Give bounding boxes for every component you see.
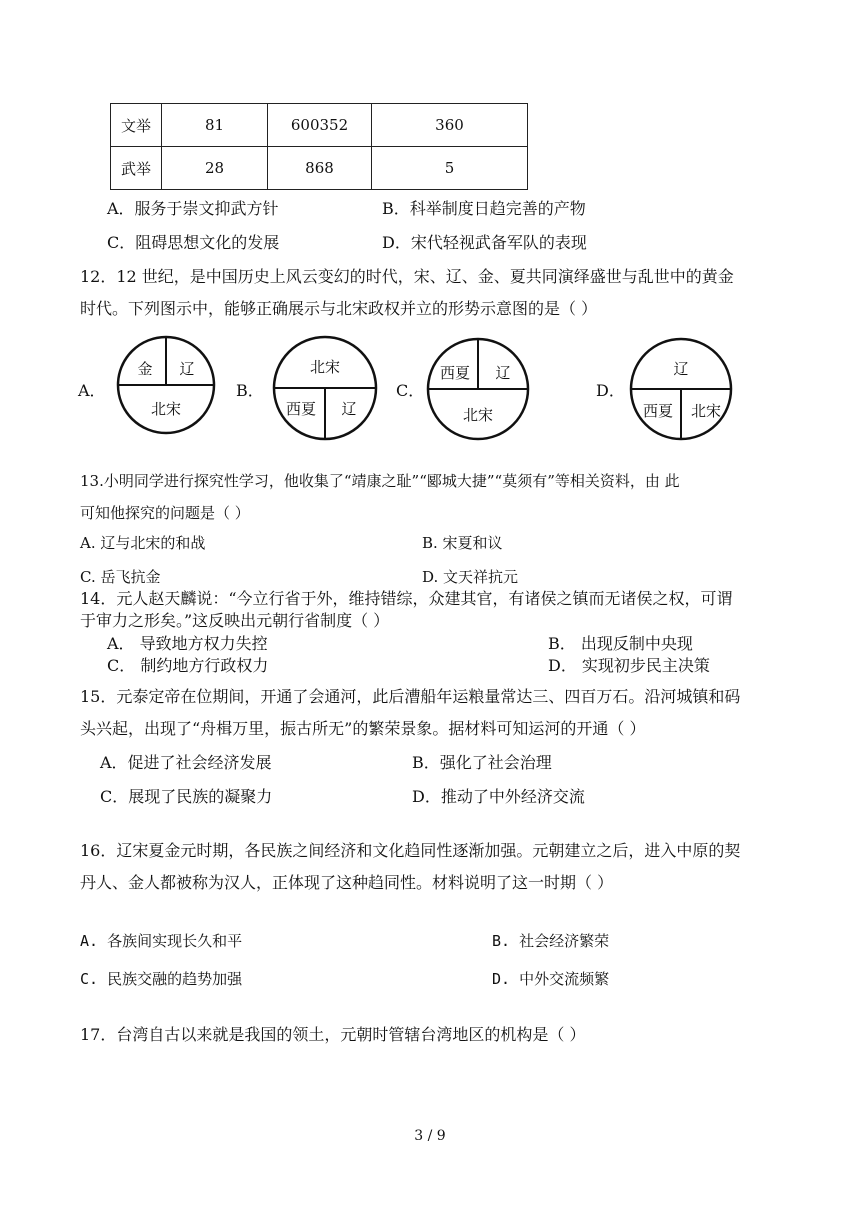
- q11-option-a: A．服务于崇文抑武方针: [107, 199, 279, 218]
- diagram-c-label: C．: [396, 381, 425, 400]
- region-label: 辽: [673, 360, 689, 378]
- q16-option-b: B. 社会经济繁荣: [492, 932, 610, 950]
- region-label: 西夏: [439, 364, 471, 382]
- region-label: 金: [137, 360, 153, 378]
- q14-option-d: D． 实现初步民主决策: [548, 656, 710, 675]
- table-cell: 5: [372, 147, 528, 190]
- table-cell: 文举: [111, 104, 162, 147]
- region-label: 辽: [341, 400, 357, 418]
- q12-stem-line2: 时代。下列图示中，能够正确展示与北宋政权并立的形势示意图的是（ ）: [80, 299, 598, 318]
- exam-data-table: [110, 103, 528, 190]
- q13-option-c: C. 岳飞抗金: [80, 568, 161, 586]
- q14-stem-line2: 于审力之形矣。”这反映出元朝行省制度（ ）: [80, 611, 390, 630]
- table-cell: 81: [162, 104, 268, 147]
- q13-stem-line2: 可知他探究的问题是（ ）: [80, 504, 250, 522]
- region-label: 北宋: [462, 406, 494, 424]
- region-label: 北宋: [690, 402, 722, 420]
- q14-stem-line1: 14．元人赵天麟说：“今立行省于外，维持错综，众建其官，有诸侯之镇而无诸侯之权，可谓: [80, 589, 733, 608]
- q13-option-d: D. 文天祥抗元: [422, 568, 519, 586]
- table-cell: 武举: [111, 147, 162, 190]
- q16-option-a: A. 各族间实现长久和平: [80, 932, 243, 950]
- table-row: [111, 104, 528, 147]
- region-label: 北宋: [150, 400, 182, 418]
- q15-option-c: C．展现了民族的凝聚力: [100, 787, 273, 806]
- q15-option-a: A．促进了社会经济发展: [100, 753, 272, 772]
- table-cell: 360: [372, 104, 528, 147]
- diagram-b: [271, 334, 379, 442]
- q11-option-d: D．宋代轻视武备军队的表现: [382, 233, 587, 252]
- q16-option-c: C. 民族交融的趋势加强: [80, 970, 243, 988]
- diagram-a: [115, 334, 217, 436]
- diagram-a-label: A．: [78, 381, 106, 400]
- table-cell: 28: [162, 147, 268, 190]
- q16-stem-line2: 丹人、金人都被称为汉人，正体现了这种趋同性。材料说明了这一时期（ ）: [80, 873, 614, 892]
- q12-stem-line1: 12．12 世纪，是中国历史上风云变幻的时代，宋、辽、金、夏共同演绎盛世与乱世中的黄金: [80, 267, 734, 286]
- q13-option-b: B. 宋夏和议: [422, 534, 503, 552]
- q15-option-d: D．推动了中外经济交流: [412, 787, 585, 806]
- q16-stem-line1: 16．辽宋夏金元时期，各民族之间经济和文化趋同性逐渐加强。元朝建立之后，进入中原的契: [80, 841, 741, 860]
- q11-option-c: C．阻碍思想文化的发展: [107, 233, 280, 252]
- diagram-d: [628, 336, 734, 442]
- q13-stem-line1: 13.小明同学进行探究性学习，他收集了“靖康之耻”“郾城大捷”“莫须有”等相关资料，由 此: [80, 472, 680, 490]
- q15-stem-line2: 头兴起，出现了“舟楫万里，振古所无”的繁荣景象。据材料可知运河的开通（ ）: [80, 719, 646, 738]
- q14-option-b: B． 出现反制中央现: [548, 634, 693, 653]
- q15-stem-line1: 15．元泰定帝在位期间，开通了会通河，此后漕船年运粮量常达三、四百万石。沿河城镇和码: [80, 687, 741, 706]
- table-row: [111, 147, 528, 190]
- diagram-c: [425, 336, 531, 442]
- table-cell: 868: [268, 147, 372, 190]
- q14-option-c: C． 制约地方行政权力: [107, 656, 269, 675]
- q11-option-b: B．科举制度日趋完善的产物: [382, 199, 586, 218]
- q13-option-a: A. 辽与北宋的和战: [80, 534, 206, 552]
- q16-option-d: D. 中外交流频繁: [492, 970, 610, 988]
- q17-stem-line1: 17．台湾自古以来就是我国的领土，元朝时管辖台湾地区的机构是（ ）: [80, 1025, 586, 1044]
- q14-option-a: A． 导致地方权力失控: [107, 634, 268, 653]
- page-number: 3 / 9: [414, 1128, 446, 1144]
- q15-option-b: B．强化了社会治理: [412, 753, 552, 772]
- table-cell: 600352: [268, 104, 372, 147]
- region-label: 辽: [179, 360, 195, 378]
- diagram-b-label: B．: [236, 381, 264, 400]
- region-label: 西夏: [285, 400, 317, 418]
- region-label: 西夏: [642, 402, 674, 420]
- diagram-d-label: D．: [596, 381, 625, 400]
- region-label: 辽: [495, 364, 511, 382]
- region-label: 北宋: [309, 358, 341, 376]
